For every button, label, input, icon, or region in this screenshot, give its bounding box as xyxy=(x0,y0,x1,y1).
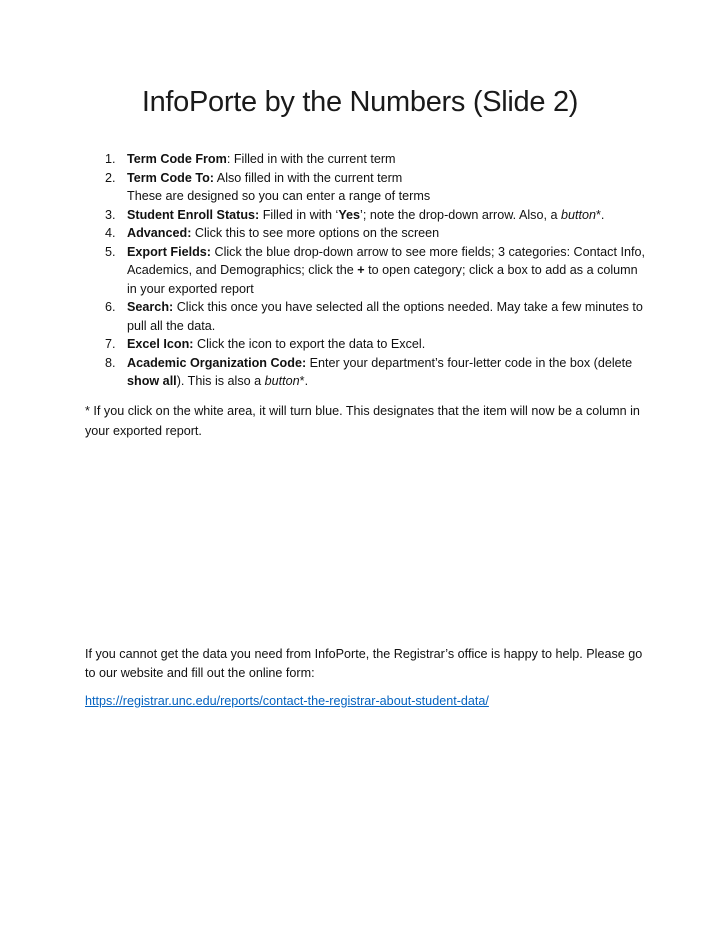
item-value: Yes xyxy=(338,207,361,222)
registrar-form-link[interactable]: https://registrar.unc.edu/reports/contact-the-registrar-about-student-data/ xyxy=(85,694,489,708)
item-label: Search: xyxy=(127,300,174,314)
item-text: Filled in with ‘ xyxy=(259,207,339,222)
item-number: 4. xyxy=(105,226,116,240)
item-label: Term Code To: xyxy=(127,170,214,185)
instruction-list xyxy=(90,150,650,391)
item-text: Also filled in with the current term xyxy=(214,170,403,185)
item-text: *. xyxy=(299,374,309,388)
list-item xyxy=(90,150,650,169)
item-number: 1. xyxy=(105,152,116,166)
item-text: *. xyxy=(595,207,605,222)
list-item xyxy=(90,224,650,243)
item-text: ’; note the drop-down arrow. Also, a xyxy=(360,207,561,222)
page-title: InfoPorte by the Numbers (Slide 2) xyxy=(141,86,579,118)
item-label: Student Enroll Status: xyxy=(127,207,260,222)
item-text: ). This is also a xyxy=(176,374,265,388)
item-continuation: These are designed so you can enter a range of terms xyxy=(127,189,431,203)
list-item xyxy=(90,243,650,299)
item-number: 3. xyxy=(105,207,116,222)
item-number: 8. xyxy=(105,355,116,370)
item-text: Click this once you have selected all the options needed. May take a few minutes to pull all the data. xyxy=(127,300,643,333)
item-text: Click this to see more options on the screen xyxy=(191,226,440,240)
item-number: 7. xyxy=(105,337,116,351)
contact-paragraph: If you cannot get the data you need from InfoPorte, the Registrar’s office is happy to help. Please go to our website and fill out the online form: xyxy=(85,647,643,680)
item-label: Academic Organization Code: xyxy=(127,355,307,370)
item-number: 6. xyxy=(105,300,116,314)
item-plus: + xyxy=(357,263,365,277)
item-label: Excel Icon: xyxy=(127,337,194,351)
item-emphasis: button xyxy=(264,374,300,388)
list-item xyxy=(90,335,650,354)
item-emphasis: button xyxy=(560,207,596,222)
list-item xyxy=(90,169,650,206)
item-label: Advanced: xyxy=(127,226,192,240)
footnote: * If you click on the white area, it will turn blue. This designates that the item will now be a column in your exported report. xyxy=(85,404,640,438)
item-number: 2. xyxy=(105,170,116,185)
list-item xyxy=(90,354,650,391)
item-text: Click the blue drop-down arrow to see more fields; 3 categories: Contact Info, Academics, and Demographics; click the xyxy=(127,244,645,277)
item-text: Click the icon to export the data to Excel. xyxy=(193,337,426,351)
item-label: Term Code From xyxy=(127,152,227,166)
item-text: : Filled in with the current term xyxy=(226,152,396,166)
item-label: Export Fields: xyxy=(127,244,211,259)
item-number: 5. xyxy=(105,244,116,259)
item-strong: show all xyxy=(127,374,177,388)
item-text: to open category; click a box to add as a column in your exported report xyxy=(127,263,638,296)
list-item xyxy=(90,298,650,335)
list-item xyxy=(90,206,650,225)
item-text: Enter your department’s four-letter code in the box (delete xyxy=(306,355,633,370)
